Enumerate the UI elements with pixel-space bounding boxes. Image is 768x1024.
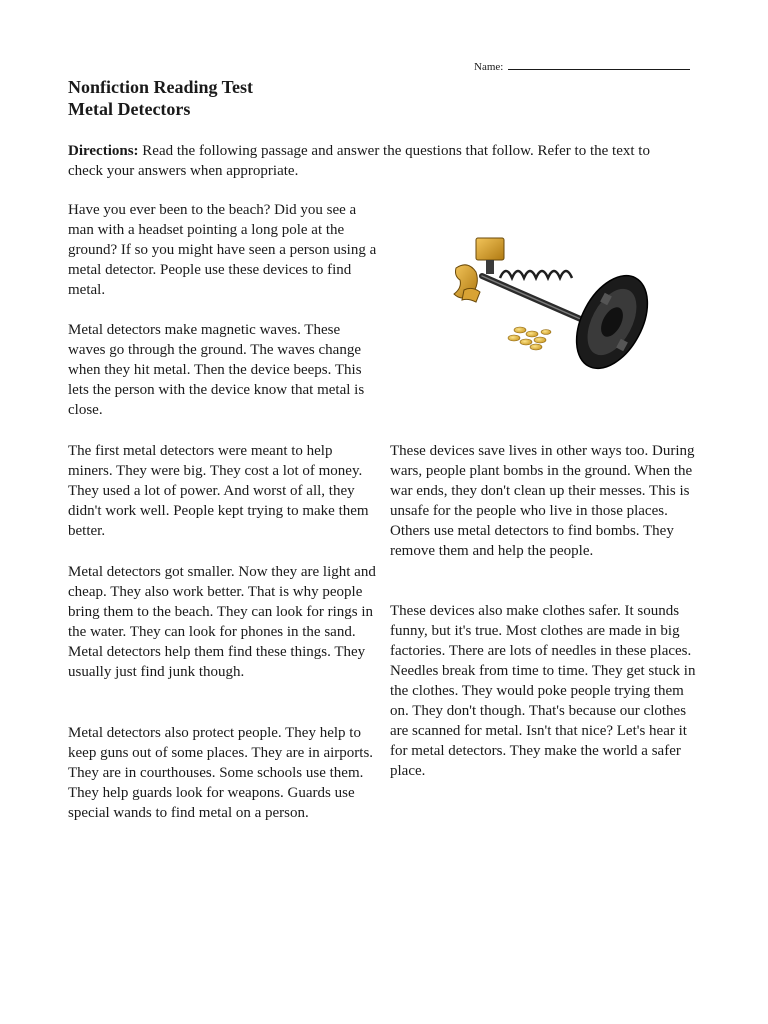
name-field[interactable]	[474, 58, 690, 73]
passage-paragraph-7: These devices also make clothes safer. It sounds funny, but it's true. Most clothes are made in big factories. There are lots of needles in these places. Needles break from time to time. They get stuck in the clothes. They would poke people trying them on. They don't though. That's because our clothes are scanned for metal. Isn't that nice? Let's hear it for metal detectors. They make the world a safer place.	[390, 603, 696, 779]
directions	[68, 141, 688, 181]
passage-title: Metal Detectors	[68, 99, 191, 119]
directions-label: Directions:	[68, 143, 139, 159]
metal-detector-illustration	[442, 232, 652, 380]
passage-paragraph-6: These devices save lives in other ways too. During wars, people plant bombs in the ground. When the war ends, they don't clean up their messes. This is unsafe for the people who live in those places. Others use metal detectors to find bombs. They remove them and help the people.	[390, 443, 695, 559]
passage-paragraph-5: Metal detectors also protect people. They help to keep guns out of some places. They are in airports. They are in courthouses. Some schools use them. They help guards look for weapons. Guards use special wands to find metal on a person.	[68, 725, 374, 821]
name-label: Name:	[474, 61, 507, 73]
passage-paragraph-1: Have you ever been to the beach? Did you see a man with a headset pointing a long pole at the ground? If so you might have seen a person using a metal detector. People use these devices to find metal.	[68, 202, 377, 298]
passage-paragraph-2: Metal detectors make magnetic waves. These waves go through the ground. The waves change when they hit metal. Then the device beeps. This lets the person with the device know that metal is close.	[68, 322, 365, 418]
passage-paragraph-4: Metal detectors got smaller. Now they are light and cheap. They also work better. That is why people bring them to the beach. They can look for rings in the water. They can look for phones in the sand. Metal detectors help them find these things. They usually just find junk though.	[68, 564, 376, 680]
passage-paragraph-3: The first metal detectors were meant to help miners. They were big. They cost a lot of money. They used a lot of power. And worst of all, they didn't work well. People kept trying to make them better.	[68, 443, 369, 539]
coins	[508, 327, 551, 350]
page-title	[68, 76, 253, 120]
directions-text: Read the following passage and answer the questions that follow. Refer to the text to check your answers when appropriate.	[68, 143, 650, 179]
metal-detector-icon	[442, 232, 652, 380]
test-title: Nonfiction Reading Test	[68, 77, 254, 97]
name-blank-line[interactable]	[508, 58, 690, 70]
